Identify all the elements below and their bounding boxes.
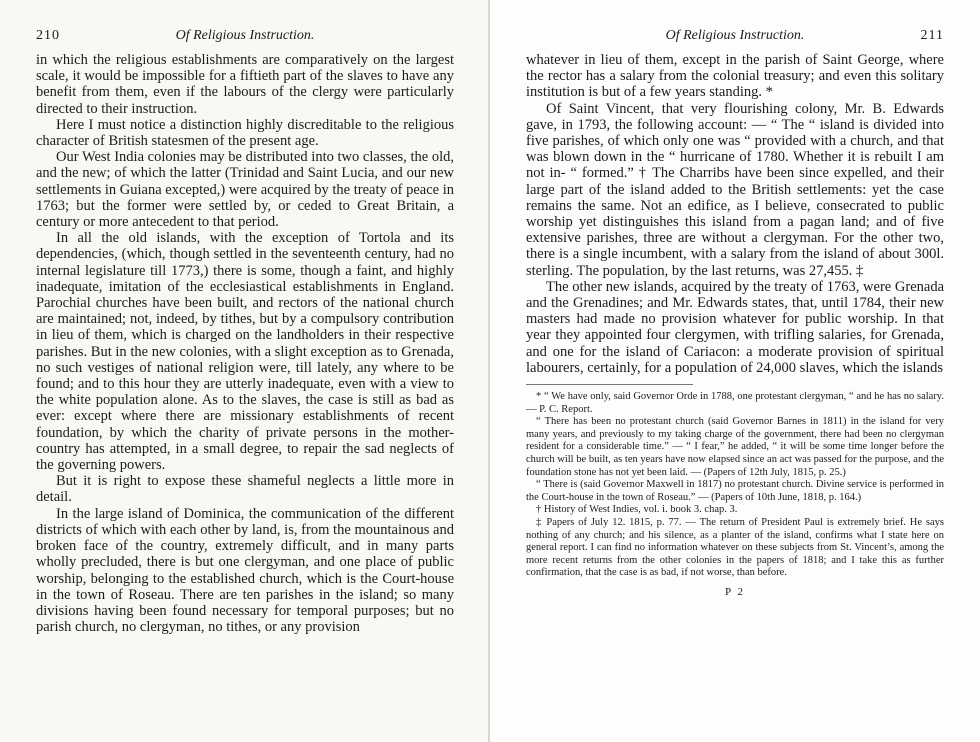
left-paragraph: in which the religious establishments are comparatively on the largest scale, it would be impossible for a fiftieth part of the slaves to have any benefit from them, even if the labours of the clergy were particularly directed to their instruction. <box>36 52 454 117</box>
left-page-body <box>36 52 454 635</box>
footnote: † History of West Indies, vol. i. book 3. chap. 3. <box>536 504 738 516</box>
left-running-head: Of Religious Instruction. <box>175 28 315 43</box>
footnote: “ There is (said Governor Maxwell in 1817) no protestant church. Divine service is performed in the Court-house in the town of Roseau.” — (Papers of 10th June, 1818, p. 164.) <box>526 479 944 503</box>
right-paragraph: The other new islands, acquired by the treaty of 1763, were Grenada and the Grenadines; and Mr. Edwards states, that, until 1784, their new masters had made no provision whatever for public worship. In that year they appointed four clergymen, with trifling salaries, for Grenada, and one for the island of Cariacon: a moderate provision of spiritual labourers, certainly, for a population of 24,000 slaves, which the islands <box>526 278 944 376</box>
right-page-number: 211 <box>920 28 944 43</box>
right-page-header <box>526 28 944 52</box>
left-paragraph: Here I must notice a distinction highly discreditable to the religious character of British statesmen of the present age. <box>36 116 454 150</box>
footnote: ‡ Papers of July 12. 1815, p. 77. — The return of President Paul is extremely brief. He says nothing of any church; and his silence, as a planter of the island, confirms what I state here on general report. I can find no information whatever on these subjects from St. Vincent’s, among the more recent returns from the other colonies in the papers of 1818; and I take this as further confirmation, that the case is as bad, if not worse, than before. <box>526 517 944 579</box>
printer-signature: P 2 <box>725 585 745 598</box>
footnotes <box>526 391 944 580</box>
left-page-number: 210 <box>36 28 60 43</box>
left-paragraph: Our West India colonies may be distributed into two classes, the old, and the new; of which the latter (Trinidad and Saint Lucia, and our new settlements in Guiana excepted,) were acquired by the treaty of peace in 1763; but the former were settled by, or ceded to Great Britain, a century or more antecedent to that period. <box>36 149 454 231</box>
right-page <box>490 0 980 742</box>
right-page-body <box>526 52 944 376</box>
left-paragraph: In the large island of Dominica, the communication of the different districts of which with each other by land, is, from the mountainous and broken face of the country, extremely difficult, and in many parts wholly precluded, there is but one clergyman, and one place of public worship, belonging to the established church, which is the Court-house in the town of Roseau. There are ten parishes in the island; so many divisions having been found necessary for temporal purposes; but no parish church, no clergyman, no tithes, or any provision <box>36 505 454 636</box>
right-running-head: Of Religious Instruction. <box>665 28 805 43</box>
right-paragraph: whatever in lieu of them, except in the parish of Saint George, where the rector has a salary from the colonial treasury; and even this solitary institution is but of a few years standing. * <box>526 52 944 101</box>
left-paragraph: In all the old islands, with the exception of Tortola and its dependencies, (which, though settled in the seventeenth century, had no internal legislature till 1773,) there is some, though a faint, and highly inadequate, imitation of the ecclesiastical establishments in England. Parochial churches have been built, and rectors of the national church are maintained; not, indeed, by tithes, but by a compulsory contribution in lieu of them, which is charged on the landholders in their respective parishes. But in the new colonies, with a slight exception as to Grenada, no such vestiges of national religion were, till lately, any where to be found; and to this hour they are utterly inadequate, even with a view to the white population alone. As to the slaves, the case is still as bad as ever: except where there are missionary establishments of recent foundation, by which the charity of private persons in the mother-country has attempted, in a small degree, to repair the sad neglects of the governing powers. <box>36 230 454 474</box>
right-paragraph: Of Saint Vincent, that very flourishing colony, Mr. B. Edwards gave, in 1793, the following account: — “ The “ island is divided into five parishes, of which only one was “ provided with a church, and that was blown down in the “ hurricane of 1780. Whether it is rebuilt I am not in- “ formed.” † The Charribs have been since expelled, and their large part of the island added to the British settlements: yet the case remains the same. Not an edifice, as I believe, consecrated to public worship yet distinguishes this island from a pagan land; and of five extensive parishes, three are without a clergyman. For the other two, there is a single incumbent, with a salary from the island of about 300l. sterling. The population, by the last returns, was 27,455. ‡ <box>526 100 944 279</box>
left-paragraph: But it is right to expose these shameful neglects a little more in detail. <box>36 473 454 506</box>
footnote: * “ We have only, said Governor Orde in 1788, one protestant clergyman, “ and he has no salary. — P. C. Report. <box>526 391 944 415</box>
left-page-header <box>36 28 454 52</box>
footnote: “ There has been no protestant church (said Governor Barnes in 1811) in the island for very many years, and previously to my taking charge of the government, there had been no clergyman resident for a considerable time.” — “ I fear,” he added, “ it will be some time longer before the church will be built, as ten years have now elapsed since an act was passed for the purpose, and the foundation stone has not yet been laid. — (Papers of 12th July, 1815, p. 25.) <box>526 416 944 478</box>
footnote-divider <box>526 384 693 385</box>
